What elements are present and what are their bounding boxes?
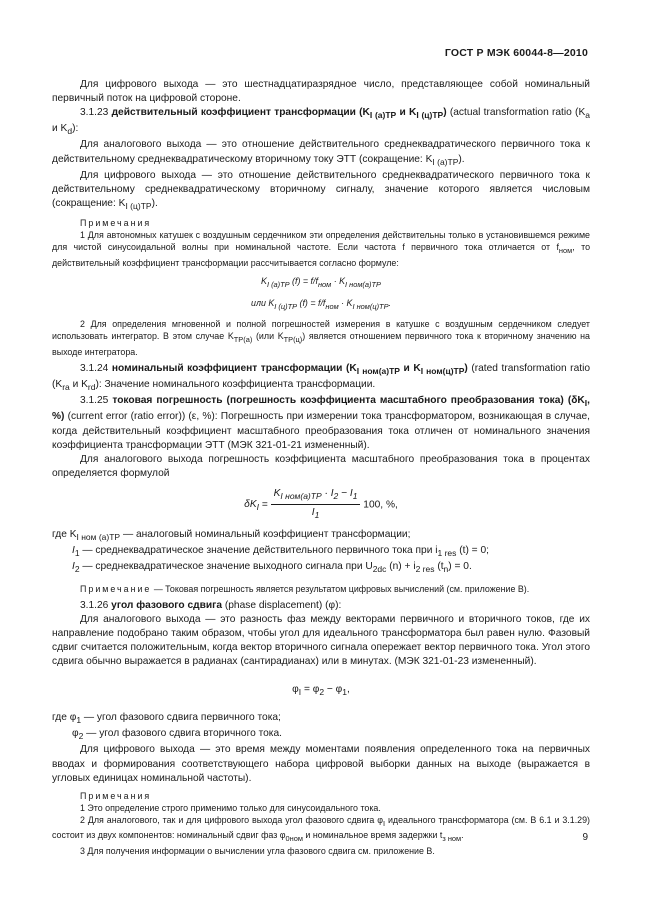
note-2-3: 3 Для получения информации о вычислении угла фазового сдвига см. приложение В.	[80, 846, 435, 857]
formula-phase: $\varphi_I = \varphi_2 - \varphi_1$,	[292, 684, 350, 698]
formula-fraction: $\frac{K_{I ном(a)TP} \cdot I_2 - I_1}{I_1}$	[271, 487, 361, 522]
document-header: ГОСТ Р МЭК 60044-8—2010	[444, 47, 588, 59]
where-line-5: $\varphi_2$ — угол фазового сдвига вторичного тока.	[72, 728, 282, 742]
paragraph-analog-phase: Для аналогового выхода — это разность фаз между векторами первичного и вторичного токов, где их направление подобрано таким образом, чтобы угол для идеального трансформатора был равен нулю. Фазовый сдвиг считается положительным, когда вектор вторичного сигнала опережает вектор первичного тока. Угол этого сдвига обычно выражается в радианах (сантирадианах) или в минутах. (МЭК 321-01-23 измененный).	[52, 613, 590, 667]
term-phase-displacement: угол фазового сдвига	[111, 599, 223, 611]
term-rated-ratio: номинальный коэффициент трансформации ($K_{I ном(a)TP}$ и $K_{I ном(ц)TP}$)	[111, 363, 468, 377]
formula-actual-ratio-digital: или $K_{I (ц)TP}$ $(f) = f/f_{ном} \cdot K_{I ном(ц)TP}$.	[251, 297, 391, 311]
paragraph-digital-output: Для цифрового выхода — это шестнадцатиразрядное число, представляющее собой номинальный первичный поток на цифровой стороне.	[52, 79, 590, 105]
formula-actual-ratio-analog: $K_{I (a)TP}$ $(f) = f/f_{ном} \cdot K_{I ном(a)TP}$	[261, 275, 381, 289]
notes-heading: Примечания	[80, 217, 152, 228]
paragraph-digital-phase: Для цифрового выхода — это время между моментами появления определенного тока на первичных вводах и формирования соответствующего набора цифровой выборки данных на выходе (выражается в угловых единицах номинальной частоты).	[52, 744, 590, 784]
paragraph-analog-error: Для аналогового выхода погрешность коэффициента масштабного преобразования тока в процентах определяется формулой	[52, 453, 590, 479]
where-line-2: $I_1$ — среднеквадратическое значение действительного первичного тока при $i_{1 res}$ (t) = 0;	[72, 545, 489, 559]
page-body	[52, 78, 590, 857]
section-3-1-25: 3.1.25 токовая погрешность (погрешность коэффициента масштабного преобразования тока) ($\delta K_I$, %) (current error (ratio error)) (ε, %): Погрешность при измерении тока трансформатором, возникающая в случае, когда действительный коэффициент масштабного преобразования тока отличен от номинального значения коэффициента трансформации ЭТТ (МЭК 321-01-21 измененный).	[52, 395, 590, 451]
note-2: 2 Для определения мгновенной и полной погрешностей измерения в катушке с воздушным сердечником следует использовать интегратор. В этом случае $K_{TP(a)}$ (или $K_{TP(ц)}$) является отношением первичного тока к вторичному значению на выходе интегратора.	[52, 319, 590, 358]
page-number: 9	[582, 832, 588, 843]
paragraph-analog-ratio: Для аналогового выхода — это отношение действительного среднеквадратического первичного тока к действительному среднеквадратическому вторичному току ЭТТ (сокращение: $K_{I (a)TP}$).	[52, 139, 590, 167]
term-current-error: токовая погрешность (погрешность коэффициента масштабного преобразования тока) ($\delta K_I$, %)	[52, 395, 590, 423]
section-3-1-24: 3.1.24 номинальный коэффициент трансформации ($K_{I ном(a)TP}$ и $K_{I ном(ц)TP}$) (rated transformation ratio ($K_{ra}$ и $K_{rd}$): Значение номинального коэффициента трансформации.	[52, 363, 590, 393]
term-actual-ratio: действительный коэффициент трансформации ($K_{I (a)TP}$ и $K_{I (ц)TP}$)	[111, 107, 447, 121]
section-3-1-26: 3.1.26 угол фазового сдвига (phase displacement) (φ):	[80, 599, 342, 611]
note-current-error: Примечание — Токовая погрешность является результатом цифровых вычислений (см. приложение В).	[80, 583, 530, 594]
note-2-2: 2 Для аналогового, так и для цифрового выхода угол фазового сдвига $\varphi_I$ идеального трансформатора (см. В 6.1 и 3.1.29) состоит из двух компонентов: номинальный сдвиг фаз $\varphi_{0ном}$ и номинальное время задержки $t_{з ном}$.	[52, 814, 591, 844]
paragraph-digital-ratio: Для цифрового выхода — это отношение действительного среднеквадратического первичного тока к действительному среднеквадратическому вторичному сигналу, значение которого является числовым (сокращение: $K_{I (ц)TP}$).	[52, 169, 590, 211]
where-line-4: где $\varphi_1$ — угол фазового сдвига первичного тока;	[52, 712, 281, 726]
where-line-1: где $K_{I ном (a)TP}$ — аналоговый номинальный коэффициент трансформации;	[52, 529, 411, 543]
formula-current-error: $\delta K_I$ = $\frac{K_{I ном(a)TP} \cdot I_2 - I_1}{I_1}$ 100, %,	[52, 487, 590, 522]
section-3-1-23: 3.1.23 действительный коэффициент трансформации ($K_{I (a)TP}$ и $K_{I (ц)TP}$) (actual transformation ratio ($K_a$ и $K_d$):	[52, 107, 590, 137]
notes-heading-2: Примечания	[80, 790, 152, 801]
where-line-3: $I_2$ — среднеквадратическое значение выходного сигнала при $U_{2dc}$ $(n) + i_{2 res}$ $(t_n) = 0$.	[72, 561, 472, 575]
note-2-1: 1 Это определение строго применимо только для синусоидального тока.	[80, 802, 381, 813]
note-1: 1 Для автономных катушек с воздушным сердечником эти определения действительны только в установившемся режиме для чистой синусоидальной волны при номинальной частоте. Если частота f первичного тока отличается от $f_{ном}$, то действительный коэффициент трансформации рассчитывается согласно формуле:	[52, 229, 591, 268]
